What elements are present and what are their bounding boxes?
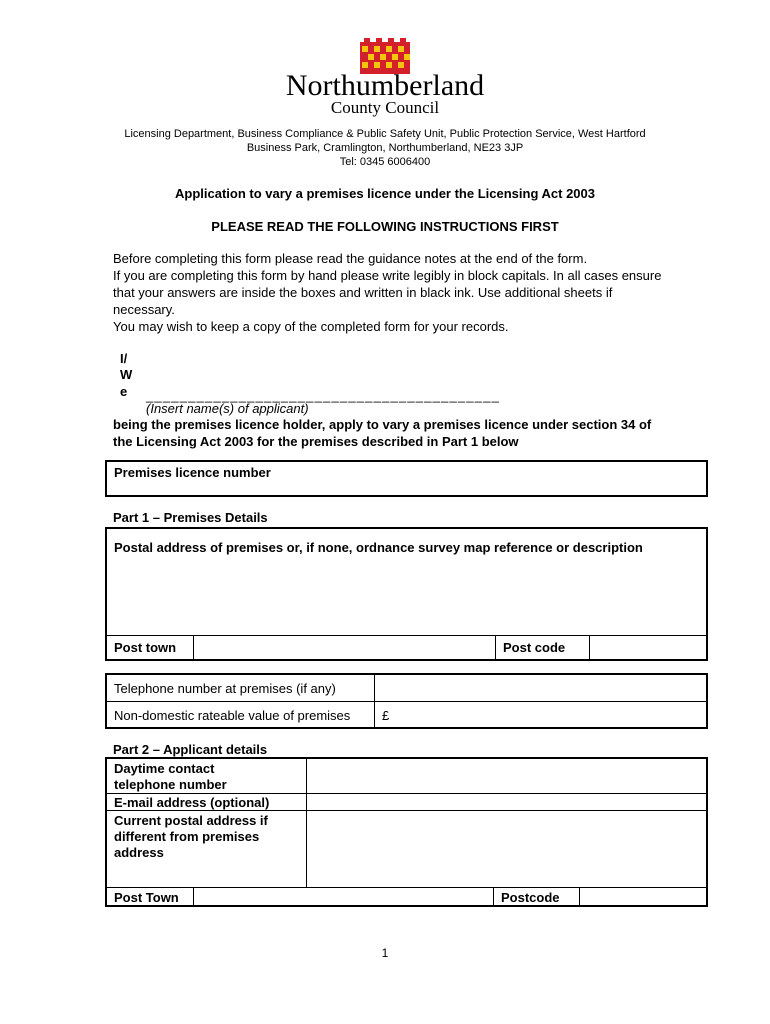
part2-heading: Part 2 – Applicant details [113, 742, 268, 757]
i-we-label-2: W [120, 367, 133, 382]
phone-column-divider [374, 675, 375, 727]
post-town-2-label: Post Town [114, 890, 179, 905]
address-line-1: Licensing Department, Business Compliance & Public Safety Unit, Public Protection Service, West Hartford [124, 128, 646, 140]
post-town-2-divider [193, 887, 194, 905]
org-name: Northumberland [285, 69, 485, 102]
current-address-label-2: different from premises [114, 829, 260, 844]
page-number: 1 [381, 946, 389, 960]
intro-text [113, 250, 673, 335]
rateable-label: Non-domestic rateable value of premises [114, 708, 351, 723]
post-town-divider [193, 635, 194, 659]
post-code-right-divider [589, 635, 590, 659]
post-code-left-divider [495, 635, 496, 659]
premises-phone-rateable-box [105, 673, 708, 729]
applicant-column-divider [306, 759, 307, 887]
phone-divider [107, 701, 706, 702]
intro-line-3: You may wish to keep a copy of the completed form for your records. [113, 319, 509, 334]
i-we-label-3: e [120, 384, 128, 399]
postcode-left-divider [493, 887, 494, 905]
email-label: E-mail address (optional) [114, 795, 270, 810]
postcode-right-divider [579, 887, 580, 905]
address-line-2: Business Park, Cramlington, Northumberland, NE23 3JP [246, 142, 524, 154]
form-title: Application to vary a premises licence under the Licensing Act 2003 [175, 186, 595, 201]
address-divider [107, 635, 706, 636]
part1-heading: Part 1 – Premises Details [113, 510, 268, 525]
licence-number-box[interactable] [105, 460, 708, 497]
daytime-label-1: Daytime contact [114, 761, 215, 776]
daytime-label-2: telephone number [114, 777, 227, 792]
current-address-label-3: address [114, 845, 164, 860]
applicant-details-box [105, 757, 708, 907]
daytime-divider [107, 793, 706, 794]
insert-name-hint: (Insert name(s) of applicant) [146, 401, 309, 416]
current-address-label-1: Current postal address if [114, 813, 268, 828]
post-town-label: Post town [114, 640, 177, 655]
intro-line-1: Before completing this form please read the guidance notes at the end of the form. [113, 251, 588, 266]
address-bottom-divider [107, 887, 706, 888]
currency-symbol: £ [382, 708, 390, 723]
licence-number-label: Premises licence number [114, 465, 271, 480]
instructions-heading: PLEASE READ THE FOLLOWING INSTRUCTIONS FIRST [211, 219, 559, 234]
intro-line-2: If you are completing this form by hand please write legibly in block capitals. In all cases ensure that your answers are inside the boxes and written in black ink. Use additional sheets if necessary. [113, 268, 662, 317]
telephone-line: Tel: 0345 6006400 [339, 156, 431, 168]
org-subtitle: County Council [330, 98, 440, 117]
applicant-name-line[interactable]: __________________________________________ [146, 388, 501, 403]
telephone-label: Telephone number at premises (if any) [114, 681, 336, 696]
post-code-label: Post code [503, 640, 566, 655]
premises-address-box [105, 527, 708, 661]
i-we-label-1: I/ [120, 351, 128, 366]
holder-statement: being the premises licence holder, apply to vary a premises licence under section 34 of the Licensing Act 2003 for the premises described in Part 1 below [113, 417, 652, 449]
postal-address-label: Postal address of premises or, if none, ordnance survey map reference or description [114, 540, 643, 555]
postcode-2-label: Postcode [501, 890, 560, 905]
